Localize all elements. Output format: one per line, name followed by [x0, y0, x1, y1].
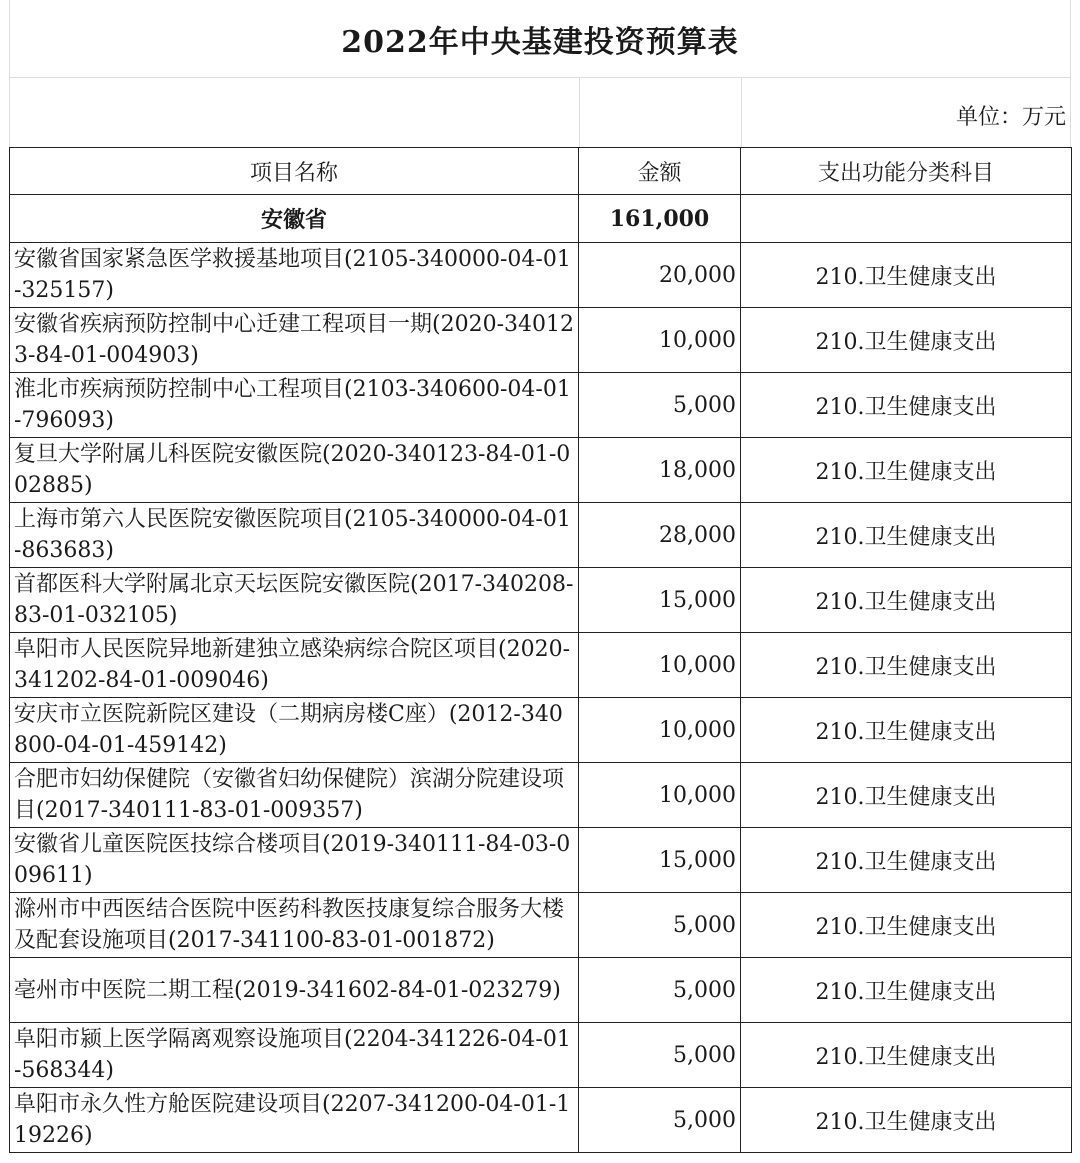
- amount-cell: 5,000: [579, 893, 741, 958]
- project-name-cell: 合肥市妇幼保健院（安徽省妇幼保健院）滨湖分院建设项目(2017-340111-83-01-009357): [10, 763, 579, 828]
- table-row: [10, 698, 1072, 763]
- category-cell: 210.卫生健康支出: [741, 633, 1072, 698]
- project-name-cell: 首都医科大学附属北京天坛医院安徽医院(2017-340208-83-01-032105): [10, 568, 579, 633]
- category-cell: 210.卫生健康支出: [741, 828, 1072, 893]
- grid-divider: [579, 78, 580, 148]
- header-amount: 金额: [579, 148, 741, 195]
- amount-cell: 5,000: [579, 1088, 741, 1153]
- header-row: [10, 148, 1072, 195]
- budget-table: [9, 147, 1072, 1153]
- category-cell: 210.卫生健康支出: [741, 698, 1072, 763]
- province-name: 安徽省: [10, 195, 579, 243]
- amount-cell: 10,000: [579, 698, 741, 763]
- category-cell: 210.卫生健康支出: [741, 1023, 1072, 1088]
- table-row: [10, 1088, 1072, 1153]
- category-cell: 210.卫生健康支出: [741, 308, 1072, 373]
- header-project-name: 项目名称: [10, 148, 579, 195]
- project-name-cell: 安徽省儿童医院医技综合楼项目(2019-340111-84-03-009611): [10, 828, 579, 893]
- project-name-cell: 淮北市疾病预防控制中心工程项目(2103-340600-04-01-796093): [10, 373, 579, 438]
- category-cell: 210.卫生健康支出: [741, 503, 1072, 568]
- amount-cell: 10,000: [579, 308, 741, 373]
- amount-cell: 15,000: [579, 568, 741, 633]
- table-row: [10, 308, 1072, 373]
- category-cell: 210.卫生健康支出: [741, 438, 1072, 503]
- project-name-cell: 复旦大学附属儿科医院安徽医院(2020-340123-84-01-002885): [10, 438, 579, 503]
- project-name-cell: 阜阳市人民医院异地新建独立感染病综合院区项目(2020-341202-84-01-009046): [10, 633, 579, 698]
- table-row: [10, 438, 1072, 503]
- category-cell: 210.卫生健康支出: [741, 763, 1072, 828]
- table-row: [10, 893, 1072, 958]
- category-cell: 210.卫生健康支出: [741, 568, 1072, 633]
- grid-divider: [741, 78, 742, 148]
- province-amount: 161,000: [579, 195, 741, 243]
- table-row: [10, 763, 1072, 828]
- table-row: [10, 828, 1072, 893]
- unit-row: [9, 78, 1071, 148]
- amount-cell: 15,000: [579, 828, 741, 893]
- project-name-cell: 阜阳市永久性方舱医院建设项目(2207-341200-04-01-119226): [10, 1088, 579, 1153]
- project-name-cell: 亳州市中医院二期工程(2019-341602-84-01-023279): [10, 958, 579, 1023]
- table-row: [10, 503, 1072, 568]
- header-category: 支出功能分类科目: [741, 148, 1072, 195]
- project-name-cell: 滁州市中西医结合医院中医药科教医技康复综合服务大楼及配套设施项目(2017-341100-83-01-001872): [10, 893, 579, 958]
- category-cell: 210.卫生健康支出: [741, 1088, 1072, 1153]
- amount-cell: 20,000: [579, 243, 741, 308]
- table-row: [10, 1023, 1072, 1088]
- table-row: [10, 958, 1072, 1023]
- category-cell: 210.卫生健康支出: [741, 958, 1072, 1023]
- category-cell: 210.卫生健康支出: [741, 893, 1072, 958]
- table-row: [10, 568, 1072, 633]
- province-row: [10, 195, 1072, 243]
- province-category: [741, 195, 1072, 243]
- amount-cell: 10,000: [579, 763, 741, 828]
- amount-cell: 5,000: [579, 1023, 741, 1088]
- amount-cell: 10,000: [579, 633, 741, 698]
- project-name-cell: 安徽省疾病预防控制中心迁建工程项目一期(2020-340123-84-01-004903): [10, 308, 579, 373]
- table-row: [10, 633, 1072, 698]
- category-cell: 210.卫生健康支出: [741, 243, 1072, 308]
- title-row: [9, 0, 1071, 78]
- amount-cell: 28,000: [579, 503, 741, 568]
- table-row: [10, 373, 1072, 438]
- project-name-cell: 上海市第六人民医院安徽医院项目(2105-340000-04-01-863683): [10, 503, 579, 568]
- amount-cell: 5,000: [579, 958, 741, 1023]
- amount-cell: 5,000: [579, 373, 741, 438]
- table-title: 2022年中央基建投资预算表: [341, 24, 739, 60]
- project-name-cell: 阜阳市颍上医学隔离观察设施项目(2204-341226-04-01-568344): [10, 1023, 579, 1088]
- project-name-cell: 安徽省国家紧急医学救援基地项目(2105-340000-04-01-325157): [10, 243, 579, 308]
- amount-cell: 18,000: [579, 438, 741, 503]
- project-name-cell: 安庆市立医院新院区建设（二期病房楼C座）(2012-340800-04-01-459142): [10, 698, 579, 763]
- unit-label: 单位：万元: [955, 105, 1066, 130]
- table-row: [10, 243, 1072, 308]
- category-cell: 210.卫生健康支出: [741, 373, 1072, 438]
